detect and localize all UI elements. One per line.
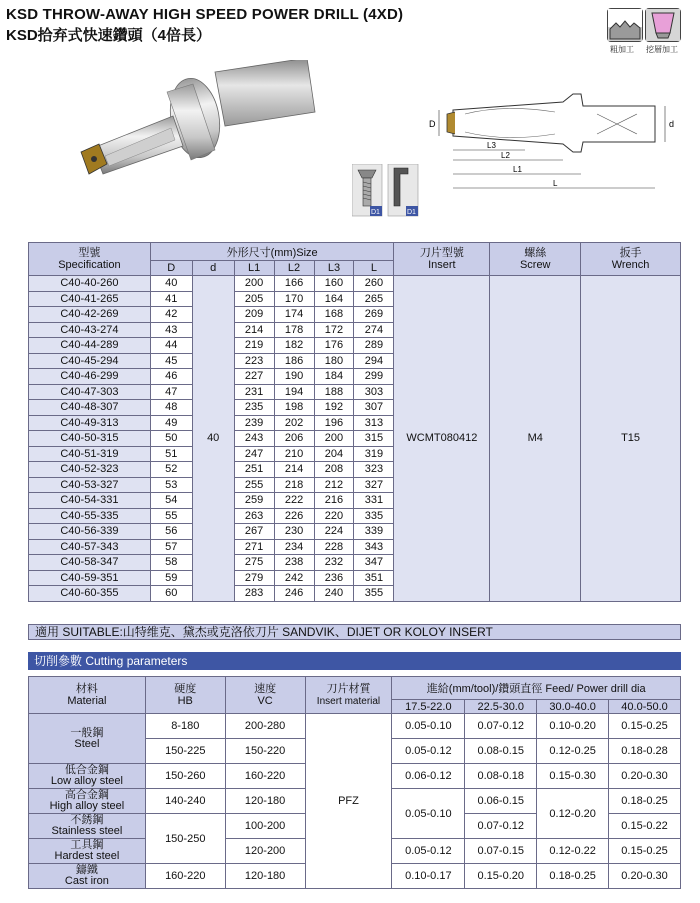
wrench-cell: T15 — [581, 276, 681, 602]
table-cell: 180 — [314, 353, 354, 369]
dim-label-D: D — [429, 119, 436, 129]
table-cell: 58 — [150, 555, 192, 571]
table-cell: 275 — [234, 555, 274, 571]
table-cell: C40-42-269 — [29, 307, 151, 323]
table-cell: 335 — [354, 508, 394, 524]
table-cell: 283 — [234, 586, 274, 602]
table-cell: 178 — [274, 322, 314, 338]
table-cell: 166 — [274, 276, 314, 292]
drill-dimension-diagram — [425, 92, 685, 192]
table-cell: 41 — [150, 291, 192, 307]
screw-wrench-illustration — [352, 164, 422, 218]
table-cell: 42 — [150, 307, 192, 323]
header-specification: 型號 Specification — [29, 243, 151, 276]
table-cell: 200-280 — [225, 714, 305, 739]
table-cell: 54 — [150, 493, 192, 509]
table-cell: 53 — [150, 477, 192, 493]
header-L1: L1 — [234, 261, 274, 276]
table-cell: 271 — [234, 539, 274, 555]
table-cell: 323 — [354, 462, 394, 478]
cutting-parameters-table — [28, 676, 681, 889]
material-high-alloy: 高合金鋼 High alloy steel — [29, 789, 146, 814]
table-cell: 0.10-0.20 — [537, 714, 609, 739]
table-cell: 319 — [354, 446, 394, 462]
table-cell: 0.07-0.15 — [465, 839, 537, 864]
table-cell: 0.20-0.30 — [609, 864, 681, 889]
table-cell: C40-45-294 — [29, 353, 151, 369]
table-cell: 45 — [150, 353, 192, 369]
table-cell: 214 — [274, 462, 314, 478]
table-cell: 246 — [274, 586, 314, 602]
table-cell: 0.05-0.10 — [392, 789, 465, 839]
table-cell: 235 — [234, 400, 274, 416]
header-screw: 螺絲 Screw — [490, 243, 581, 276]
header-material: 材料 Material — [29, 677, 146, 714]
table-cell: 0.12-0.22 — [537, 839, 609, 864]
table-cell: 210 — [274, 446, 314, 462]
table-cell: C40-43-274 — [29, 322, 151, 338]
table-cell: 315 — [354, 431, 394, 447]
table-cell: C40-56-339 — [29, 524, 151, 540]
table-cell: 0.07-0.12 — [465, 814, 537, 839]
table-cell: 0.08-0.18 — [465, 764, 537, 789]
table-cell: 343 — [354, 539, 394, 555]
table-cell: 218 — [274, 477, 314, 493]
header-size: 外形尺寸(mm)Size — [150, 243, 394, 261]
table-cell: 224 — [314, 524, 354, 540]
table-cell: C40-52-323 — [29, 462, 151, 478]
table-cell: 242 — [274, 570, 314, 586]
dim-label-L2: L2 — [501, 151, 510, 160]
table-cell: 243 — [234, 431, 274, 447]
table-cell: C40-50-315 — [29, 431, 151, 447]
pocket-machining-icon — [645, 8, 681, 42]
header-L: L — [354, 261, 394, 276]
table-cell: 234 — [274, 539, 314, 555]
table-cell: 208 — [314, 462, 354, 478]
header-dia-1: 17.5-22.0 — [392, 700, 465, 714]
specification-table — [28, 242, 681, 602]
table-cell: 219 — [234, 338, 274, 354]
table-cell: 0.15-0.22 — [609, 814, 681, 839]
table-cell: 355 — [354, 586, 394, 602]
table-cell: 0.05-0.12 — [392, 839, 465, 864]
badge-label-rough: 粗加工 — [610, 45, 634, 54]
header-d: d — [192, 261, 234, 276]
table-cell: C40-46-299 — [29, 369, 151, 385]
table-cell: 339 — [354, 524, 394, 540]
table-cell: C40-44-289 — [29, 338, 151, 354]
table-cell: 260 — [354, 276, 394, 292]
table-cell: C40-40-260 — [29, 276, 151, 292]
table-cell: C40-47-303 — [29, 384, 151, 400]
table-cell: 232 — [314, 555, 354, 571]
table-cell: 299 — [354, 369, 394, 385]
table-cell: C40-49-313 — [29, 415, 151, 431]
title-chinese: KSD拾弃式快速鑽頭（4倍長） — [6, 27, 212, 44]
table-cell: 0.15-0.25 — [609, 839, 681, 864]
table-cell: 0.18-0.25 — [537, 864, 609, 889]
table-cell: 209 — [234, 307, 274, 323]
table-cell: 202 — [274, 415, 314, 431]
table-cell: 214 — [234, 322, 274, 338]
suitable-insert-note: 適用 SUITABLE:山特维克、黛杰或克洛依刀片 SANDVIK、DIJET OR KOLOY INSERT — [28, 624, 681, 640]
table-cell: 307 — [354, 400, 394, 416]
table-cell: 172 — [314, 322, 354, 338]
table-cell: 303 — [354, 384, 394, 400]
table-cell: C40-59-351 — [29, 570, 151, 586]
table-cell: 347 — [354, 555, 394, 571]
table-cell: 52 — [150, 462, 192, 478]
table-cell: 0.05-0.10 — [392, 714, 465, 739]
table-cell: 174 — [274, 307, 314, 323]
table-cell: 351 — [354, 570, 394, 586]
table-cell: 8-180 — [145, 714, 225, 739]
material-steel: 一般鋼 Steel — [29, 714, 146, 764]
table-cell: 120-180 — [225, 864, 305, 889]
title-english: KSD THROW-AWAY HIGH SPEED POWER DRILL (4XD) — [6, 6, 404, 23]
header-insert-material: 刀片材質 Insert material — [305, 677, 392, 714]
table-cell: 150-260 — [145, 764, 225, 789]
table-cell: 236 — [314, 570, 354, 586]
table-cell: 0.12-0.25 — [537, 739, 609, 764]
table-cell: 200 — [234, 276, 274, 292]
table-cell: 160-220 — [225, 764, 305, 789]
table-cell: 198 — [274, 400, 314, 416]
table-cell: 168 — [314, 307, 354, 323]
table-cell: 227 — [234, 369, 274, 385]
table-cell: 230 — [274, 524, 314, 540]
table-cell: 204 — [314, 446, 354, 462]
table-cell: C40-53-327 — [29, 477, 151, 493]
dim-label-L3: L3 — [487, 141, 496, 150]
table-cell: 55 — [150, 508, 192, 524]
table-cell: 0.20-0.30 — [609, 764, 681, 789]
header-D: D — [150, 261, 192, 276]
table-cell: 331 — [354, 493, 394, 509]
material-stainless: 不銹鋼 Stainless steel — [29, 814, 146, 839]
table-cell: 150-220 — [225, 739, 305, 764]
table-cell: 46 — [150, 369, 192, 385]
table-cell: 190 — [274, 369, 314, 385]
table-cell: 56 — [150, 524, 192, 540]
table-cell: 240 — [314, 586, 354, 602]
table-cell: 194 — [274, 384, 314, 400]
screw-tag: D1 — [371, 209, 380, 216]
table-cell: 313 — [354, 415, 394, 431]
header-insert: 刀片型號 Insert — [394, 243, 490, 276]
table-cell: 188 — [314, 384, 354, 400]
header-hardness: 硬度 HB — [145, 677, 225, 714]
header-L2: L2 — [274, 261, 314, 276]
table-row — [29, 276, 681, 292]
table-cell: 0.15-0.25 — [609, 714, 681, 739]
table-cell: 50 — [150, 431, 192, 447]
wrench-tag: D1 — [407, 209, 416, 216]
table-cell: 0.12-0.20 — [537, 789, 609, 839]
table-cell: 274 — [354, 322, 394, 338]
table-cell: 269 — [354, 307, 394, 323]
rough-machining-icon — [607, 8, 643, 42]
table-cell: 263 — [234, 508, 274, 524]
table-cell: 51 — [150, 446, 192, 462]
table-cell: 255 — [234, 477, 274, 493]
material-hardest: 工具鋼 Hardest steel — [29, 839, 146, 864]
table-cell: 196 — [314, 415, 354, 431]
table-cell: 0.07-0.12 — [465, 714, 537, 739]
table-cell: 186 — [274, 353, 314, 369]
table-cell: C40-57-343 — [29, 539, 151, 555]
header-wrench: 扳手 Wrench — [581, 243, 681, 276]
insert-material-value: PFZ — [305, 714, 392, 889]
table-cell: C40-55-335 — [29, 508, 151, 524]
table-cell: 100-200 — [225, 814, 305, 839]
cutting-parameters-title: 切削參數 Cutting parameters — [28, 652, 681, 670]
table-cell: 184 — [314, 369, 354, 385]
screw-cell: M4 — [490, 276, 581, 602]
table-cell: 206 — [274, 431, 314, 447]
table-cell: 223 — [234, 353, 274, 369]
table-cell: 150-225 — [145, 739, 225, 764]
table-cell: 57 — [150, 539, 192, 555]
table-cell: 49 — [150, 415, 192, 431]
table-cell: 239 — [234, 415, 274, 431]
table-cell: 205 — [234, 291, 274, 307]
dim-label-d: d — [669, 119, 675, 129]
table-cell: 222 — [274, 493, 314, 509]
table-cell: 40 — [150, 276, 192, 292]
table-cell: 279 — [234, 570, 274, 586]
table-cell: 231 — [234, 384, 274, 400]
table-cell: C40-60-355 — [29, 586, 151, 602]
table-cell: 59 — [150, 570, 192, 586]
table-cell: 192 — [314, 400, 354, 416]
table-cell: C40-54-331 — [29, 493, 151, 509]
table-cell: 259 — [234, 493, 274, 509]
table-cell: 47 — [150, 384, 192, 400]
table-cell: 150-250 — [145, 814, 225, 864]
header-dia-2: 22.5-30.0 — [465, 700, 537, 714]
table-cell: 212 — [314, 477, 354, 493]
table-cell: 176 — [314, 338, 354, 354]
table-cell: 140-240 — [145, 789, 225, 814]
header-speed: 速度 VC — [225, 677, 305, 714]
table-cell: 247 — [234, 446, 274, 462]
table-cell: 0.06-0.12 — [392, 764, 465, 789]
material-cast-iron: 鑄鐵 Cast iron — [29, 864, 146, 889]
table-cell: 289 — [354, 338, 394, 354]
table-cell: C40-41-265 — [29, 291, 151, 307]
shank-diameter-cell: 40 — [192, 276, 234, 602]
table-cell: 216 — [314, 493, 354, 509]
table-cell: 0.06-0.15 — [465, 789, 537, 814]
table-cell: 164 — [314, 291, 354, 307]
header-dia-4: 40.0-50.0 — [609, 700, 681, 714]
table-cell: C40-48-307 — [29, 400, 151, 416]
dim-label-L1: L1 — [513, 165, 522, 174]
table-cell: 170 — [274, 291, 314, 307]
table-cell: 327 — [354, 477, 394, 493]
table-cell: 0.10-0.17 — [392, 864, 465, 889]
header-L3: L3 — [314, 261, 354, 276]
table-cell: 200 — [314, 431, 354, 447]
table-cell: 238 — [274, 555, 314, 571]
header-dia-3: 30.0-40.0 — [537, 700, 609, 714]
table-cell: 228 — [314, 539, 354, 555]
table-cell: 220 — [314, 508, 354, 524]
table-cell: 265 — [354, 291, 394, 307]
table-cell: 0.08-0.15 — [465, 739, 537, 764]
table-cell: 267 — [234, 524, 274, 540]
table-cell: 0.05-0.12 — [392, 739, 465, 764]
header-feed: 進給(mm/tool)/鑽頭直徑 Feed/ Power drill dia — [392, 677, 681, 700]
table-cell: 120-200 — [225, 839, 305, 864]
table-cell: 0.18-0.25 — [609, 789, 681, 814]
table-cell: 160 — [314, 276, 354, 292]
table-cell: 0.18-0.28 — [609, 739, 681, 764]
table-cell: 43 — [150, 322, 192, 338]
table-cell: 251 — [234, 462, 274, 478]
table-cell: 226 — [274, 508, 314, 524]
table-cell: 60 — [150, 586, 192, 602]
table-cell: 120-180 — [225, 789, 305, 814]
table-cell: 48 — [150, 400, 192, 416]
table-cell: C40-51-319 — [29, 446, 151, 462]
table-cell: 0.15-0.20 — [465, 864, 537, 889]
badge-label-pocket: 挖層加工 — [646, 45, 678, 54]
insert-model-cell: WCMT080412 — [394, 276, 490, 602]
table-cell: 0.15-0.30 — [537, 764, 609, 789]
dim-label-L: L — [553, 179, 558, 188]
drill-product-illustration — [75, 60, 335, 190]
table-cell: 182 — [274, 338, 314, 354]
material-low-alloy: 低合金鋼 Low alloy steel — [29, 764, 146, 789]
table-cell: 160-220 — [145, 864, 225, 889]
table-cell: C40-58-347 — [29, 555, 151, 571]
table-cell: 294 — [354, 353, 394, 369]
table-cell: 44 — [150, 338, 192, 354]
